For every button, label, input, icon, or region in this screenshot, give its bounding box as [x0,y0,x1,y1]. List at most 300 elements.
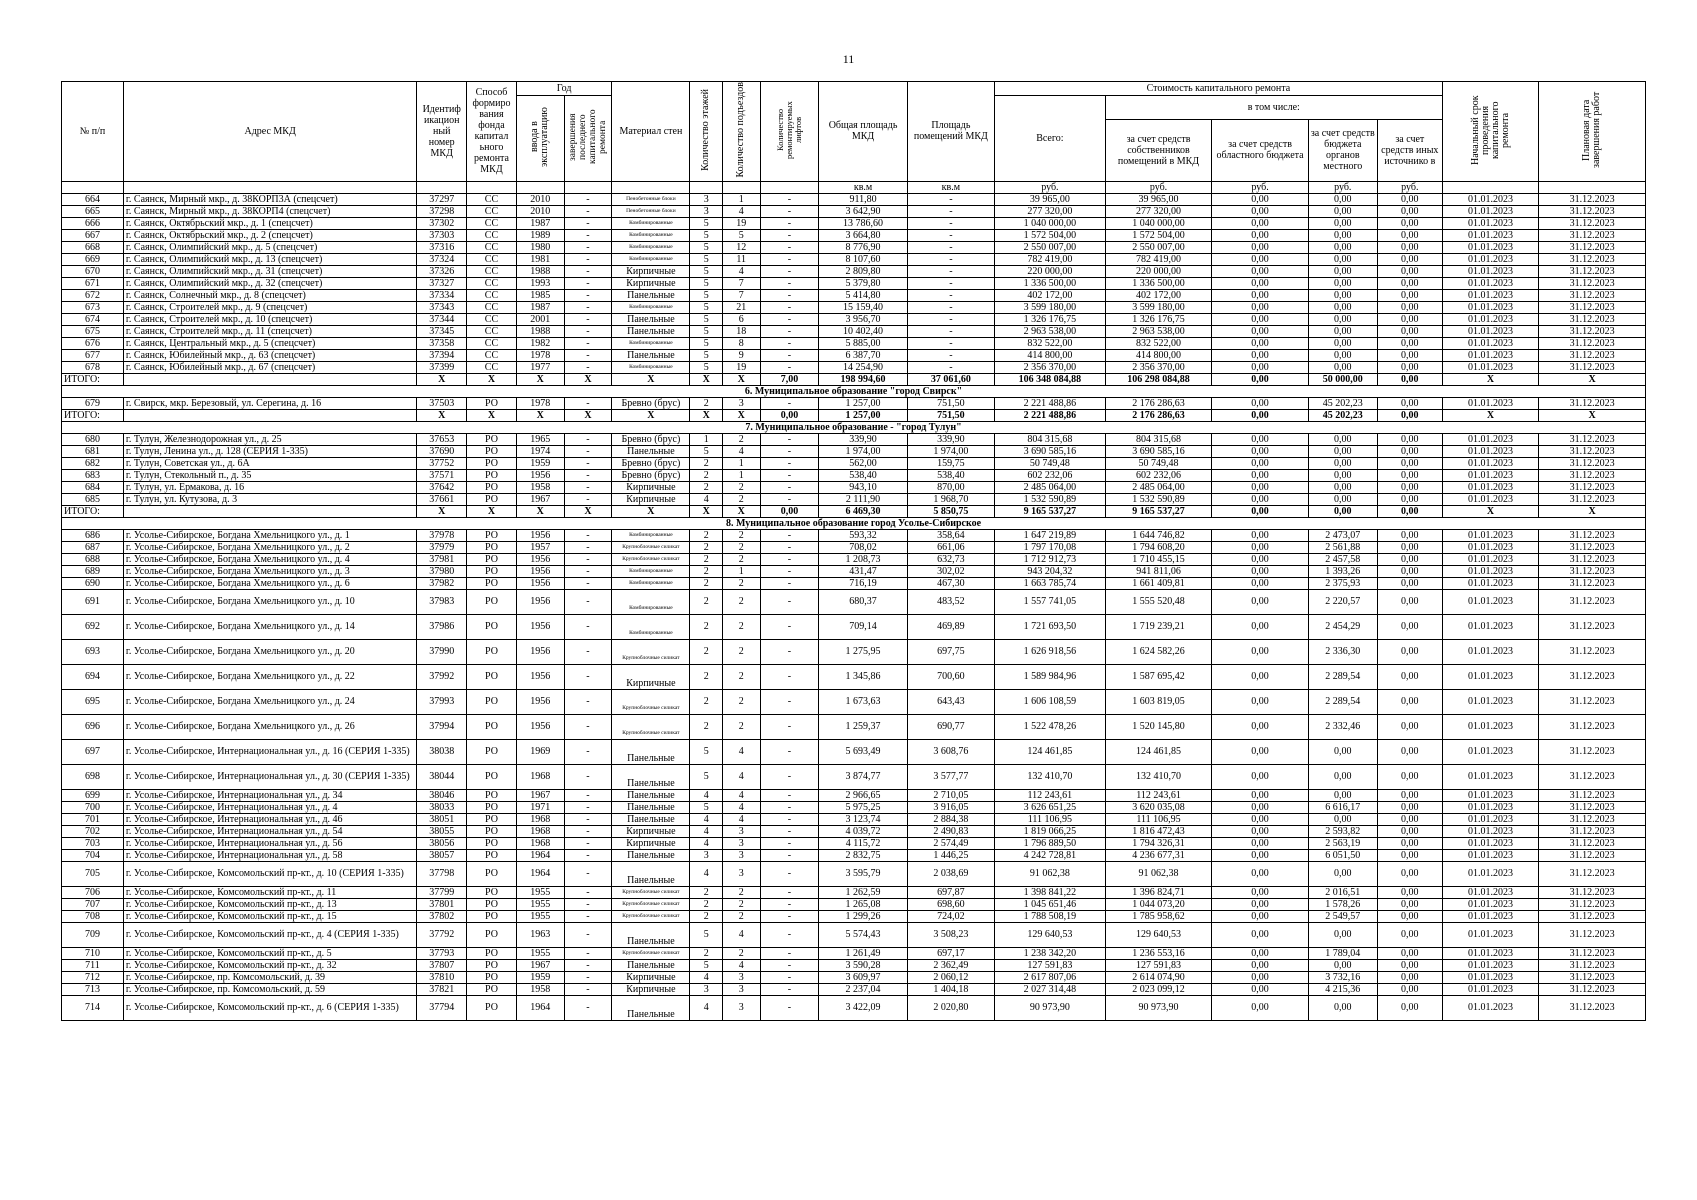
table-row [62,898,1646,910]
cell-fin: 31.12.2023 [1539,229,1646,241]
cell-en: 3 [722,397,760,409]
cell-tot: 2 617 807,06 [995,971,1106,983]
cell-oth: 0,00 [1377,910,1442,922]
table-row [62,565,1646,577]
cell-fin: 31.12.2023 [1539,541,1646,553]
cell-st: 01.01.2023 [1442,947,1538,959]
cell-id: 37798 [417,861,467,886]
cell-reg: 0,00 [1212,469,1308,481]
cell-sp: СС [467,361,517,373]
cell-loc: 0,00 [1308,481,1377,493]
cell-pa: - [907,313,994,325]
cell-own: 1 603 819,05 [1105,689,1212,714]
cell-y2: - [564,193,612,205]
row-number: 690 [62,577,124,589]
cell-reg: 0,00 [1212,849,1308,861]
row-address: г. Усолье-Сибирское, Богдана Хмельницкого ул., д. 20 [123,639,416,664]
total-cell-mat: X [612,409,690,421]
table-row [62,469,1646,481]
total-cell-y1: X [516,373,564,385]
cell-own: 414 800,00 [1105,349,1212,361]
cell-sp: РО [467,664,517,689]
row-number: 682 [62,457,124,469]
table-row [62,837,1646,849]
cell-oth: 0,00 [1377,886,1442,898]
cell-fl: 5 [690,313,722,325]
table-row [62,349,1646,361]
cell-y2: - [564,589,612,614]
cell-st: 01.01.2023 [1442,565,1538,577]
cell-pa: - [907,337,994,349]
cell-tot: 39 965,00 [995,193,1106,205]
cell-reg: 0,00 [1212,397,1308,409]
cell-li: - [760,325,819,337]
cell-pa: 1 446,25 [907,849,994,861]
cell-y2: - [564,229,612,241]
cell-y2: - [564,529,612,541]
cell-ta: 5 574,43 [819,922,907,947]
cell-en: 2 [722,947,760,959]
cell-pa: 661,06 [907,541,994,553]
row-address: г. Усолье-Сибирское, Комсомольский пр-кт., д. 10 (СЕРИЯ 1-335) [123,861,416,886]
cell-id: 37298 [417,205,467,217]
cell-li: - [760,445,819,457]
cell-en: 3 [722,861,760,886]
row-address: г. Саянск, Строителей мкр., д. 10 (спецсчет) [123,313,416,325]
cell-tot: 1 040 000,00 [995,217,1106,229]
cell-y1: 1987 [516,217,564,229]
cell-st: 01.01.2023 [1442,861,1538,886]
cell-oth: 0,00 [1377,337,1442,349]
total-cell-tot: 106 348 084,88 [995,373,1106,385]
row-number: 697 [62,739,124,764]
cell-oth: 0,00 [1377,217,1442,229]
cell-sp: РО [467,995,517,1020]
total-cell-st: X [1442,505,1538,517]
cell-pa: 700,60 [907,664,994,689]
table-row [62,971,1646,983]
cell-sp: РО [467,898,517,910]
total-cell-en: X [722,409,760,421]
cell-tot: 1 398 841,22 [995,886,1106,898]
header-owners: за счет средств собственников помещений в МКД [1105,119,1212,181]
cell-mat: Панельные [612,349,690,361]
row-address: г. Усолье-Сибирское, Богдана Хмельницкого ул., д. 22 [123,664,416,689]
cell-li: - [760,922,819,947]
cell-ta: 680,37 [819,589,907,614]
row-number: 679 [62,397,124,409]
cell-pa: 2 038,69 [907,861,994,886]
cell-sp: РО [467,541,517,553]
cell-mat: Крупноблочные силикат [612,910,690,922]
cell-mat: Панельные [612,313,690,325]
cell-id: 37821 [417,983,467,995]
row-number: 707 [62,898,124,910]
cell-loc: 0,00 [1308,253,1377,265]
cell-y1: 1956 [516,614,564,639]
cell-en: 2 [722,639,760,664]
row-address: г. Усолье-Сибирское, Интернациональная ул., д. 16 (СЕРИЯ 1-335) [123,739,416,764]
cell-loc: 0,00 [1308,193,1377,205]
cell-mat: Комбинированные [612,589,690,614]
row-address: г. Усолье-Сибирское, Комсомольский пр-кт., д. 15 [123,910,416,922]
cell-mat: Крупноблочные силикат [612,898,690,910]
cell-fin: 31.12.2023 [1539,739,1646,764]
cell-sp: СС [467,337,517,349]
cell-st: 01.01.2023 [1442,289,1538,301]
cell-own: 2 485 064,00 [1105,481,1212,493]
row-address: г. Саянск, Юбилейный мкр., д. 67 (спецсчет) [123,361,416,373]
cell-loc: 0,00 [1308,205,1377,217]
cell-oth: 0,00 [1377,229,1442,241]
cell-fin: 31.12.2023 [1539,301,1646,313]
cell-fl: 4 [690,789,722,801]
cell-mat: Панельные [612,959,690,971]
cell-y2: - [564,801,612,813]
cell-loc: 0,00 [1308,325,1377,337]
cell-oth: 0,00 [1377,898,1442,910]
cell-en: 2 [722,493,760,505]
cell-y1: 2010 [516,205,564,217]
cell-st: 01.01.2023 [1442,639,1538,664]
cell-y1: 1980 [516,241,564,253]
cell-fin: 31.12.2023 [1539,849,1646,861]
row-address: г. Усолье-Сибирское, Комсомольский пр-кт., д. 5 [123,947,416,959]
total-cell-pa: 5 850,75 [907,505,994,517]
cell-fin: 31.12.2023 [1539,469,1646,481]
cell-ta: 716,19 [819,577,907,589]
cell-oth: 0,00 [1377,301,1442,313]
cell-ta: 3 590,28 [819,959,907,971]
cell-oth: 0,00 [1377,589,1442,614]
row-address: г. Усолье-Сибирское, Богдана Хмельницкого ул., д. 26 [123,714,416,739]
cell-oth: 0,00 [1377,349,1442,361]
table-row [62,947,1646,959]
cell-reg: 0,00 [1212,983,1308,995]
row-address: г. Саянск, Мирный мкр., д. 38КОРП3А (спецсчет) [123,193,416,205]
cell-st: 01.01.2023 [1442,995,1538,1020]
cell-en: 4 [722,205,760,217]
cell-oth: 0,00 [1377,849,1442,861]
row-address: г. Усолье-Сибирское, Богдана Хмельницкого ул., д. 1 [123,529,416,541]
table-row [62,983,1646,995]
cell-y1: 1955 [516,898,564,910]
cell-ta: 1 345,86 [819,664,907,689]
total-cell-pa: 37 061,60 [907,373,994,385]
cell-fin: 31.12.2023 [1539,205,1646,217]
cell-li: - [760,289,819,301]
row-address: г. Саянск, Юбилейный мкр., д. 63 (спецсчет) [123,349,416,361]
cell-loc: 6 051,50 [1308,849,1377,861]
row-number: 712 [62,971,124,983]
cell-loc: 0,00 [1308,493,1377,505]
cell-reg: 0,00 [1212,481,1308,493]
cell-reg: 0,00 [1212,565,1308,577]
cell-sp: СС [467,217,517,229]
cell-li: - [760,689,819,714]
table-row [62,433,1646,445]
cell-mat: Крупноблочные силикат [612,714,690,739]
cell-reg: 0,00 [1212,801,1308,813]
row-number: 670 [62,265,124,277]
cell-own: 1 816 472,43 [1105,825,1212,837]
cell-id: 38046 [417,789,467,801]
row-number: 714 [62,995,124,1020]
header-lifts: Количество ремонтируемых лифтов [760,82,819,182]
cell-st: 01.01.2023 [1442,959,1538,971]
cell-pa: 1 968,70 [907,493,994,505]
row-address: г. Саянск, Октябрьский мкр., д. 1 (спецсчет) [123,217,416,229]
cell-fin: 31.12.2023 [1539,577,1646,589]
cell-st: 01.01.2023 [1442,739,1538,764]
cell-li: - [760,457,819,469]
cell-tot: 2 356 370,00 [995,361,1106,373]
cell-own: 1 044 073,20 [1105,898,1212,910]
cell-reg: 0,00 [1212,886,1308,898]
cell-oth: 0,00 [1377,289,1442,301]
cell-loc: 0,00 [1308,313,1377,325]
cell-pa: 690,77 [907,714,994,739]
cell-oth: 0,00 [1377,325,1442,337]
cell-mat: Бревно (брус) [612,433,690,445]
cell-en: 2 [722,664,760,689]
cell-st: 01.01.2023 [1442,825,1538,837]
cell-mat: Панельные [612,861,690,886]
row-number: 676 [62,337,124,349]
total-cell-y1: X [516,505,564,517]
row-address: г. Тулун, Железнодорожная ул., д. 25 [123,433,416,445]
total-label: ИТОГО: [62,373,124,385]
cell-ta: 2 237,04 [819,983,907,995]
cell-loc: 2 473,07 [1308,529,1377,541]
row-address: г. Саянск, Октябрьский мкр., д. 2 (спецсчет) [123,229,416,241]
total-cell-li: 0,00 [760,505,819,517]
row-address: г. Саянск, Олимпийский мкр., д. 13 (спецсчет) [123,253,416,265]
table-row [62,910,1646,922]
cell-fin: 31.12.2023 [1539,493,1646,505]
cell-id: 37503 [417,397,467,409]
cell-loc: 0,00 [1308,469,1377,481]
cell-id: 37993 [417,689,467,714]
row-number: 698 [62,764,124,789]
cell-st: 01.01.2023 [1442,837,1538,849]
cell-id: 37980 [417,565,467,577]
cell-id: 37978 [417,529,467,541]
cell-y2: - [564,898,612,910]
cell-ta: 3 642,90 [819,205,907,217]
cell-y2: - [564,481,612,493]
cell-pa: 632,73 [907,553,994,565]
cell-fl: 4 [690,971,722,983]
row-number: 667 [62,229,124,241]
cell-mat: Кирпичные [612,481,690,493]
cell-ta: 14 254,90 [819,361,907,373]
cell-oth: 0,00 [1377,922,1442,947]
cell-fl: 2 [690,541,722,553]
cell-mat: Панельные [612,445,690,457]
row-address: г. Усолье-Сибирское, Богдана Хмельницкого ул., д. 24 [123,689,416,714]
cell-reg: 0,00 [1212,910,1308,922]
cell-fl: 2 [690,714,722,739]
table-row [62,313,1646,325]
cell-y1: 1967 [516,493,564,505]
cell-ta: 5 885,00 [819,337,907,349]
cell-reg: 0,00 [1212,277,1308,289]
header-year-last-repair: завершения последнего капитального ремонта [564,96,612,182]
cell-fl: 5 [690,217,722,229]
cell-y2: - [564,837,612,849]
total-cell-sp: X [467,505,517,517]
cell-own: 1 336 500,00 [1105,277,1212,289]
total-cell-id: X [417,505,467,517]
cell-li: - [760,764,819,789]
table-row [62,639,1646,664]
cell-st: 01.01.2023 [1442,337,1538,349]
cell-own: 1 532 590,89 [1105,493,1212,505]
cell-oth: 0,00 [1377,253,1442,265]
table-row [62,825,1646,837]
cell-mat: Панельные [612,739,690,764]
cell-li: - [760,229,819,241]
cell-reg: 0,00 [1212,253,1308,265]
row-number: 710 [62,947,124,959]
cell-li: - [760,995,819,1020]
cell-reg: 0,00 [1212,349,1308,361]
cell-loc: 2 336,30 [1308,639,1377,664]
cell-y1: 1964 [516,995,564,1020]
cell-loc: 3 732,16 [1308,971,1377,983]
cell-tot: 1 819 066,25 [995,825,1106,837]
cell-tot: 4 242 728,81 [995,849,1106,861]
cell-sp: РО [467,861,517,886]
cell-id: 38051 [417,813,467,825]
cell-fin: 31.12.2023 [1539,764,1646,789]
cell-y2: - [564,849,612,861]
cell-sp: РО [467,481,517,493]
cell-mat: Комбинированные [612,565,690,577]
cell-ta: 562,00 [819,457,907,469]
cell-ta: 1 275,95 [819,639,907,664]
row-number: 689 [62,565,124,577]
cell-oth: 0,00 [1377,265,1442,277]
cell-li: - [760,241,819,253]
cell-id: 37661 [417,493,467,505]
cell-oth: 0,00 [1377,739,1442,764]
cell-li: - [760,541,819,553]
cell-oth: 0,00 [1377,861,1442,886]
cell-reg: 0,00 [1212,971,1308,983]
cell-li: - [760,565,819,577]
cell-en: 3 [722,971,760,983]
cell-en: 2 [722,481,760,493]
cell-sp: РО [467,565,517,577]
cell-fin: 31.12.2023 [1539,922,1646,947]
row-number: 703 [62,837,124,849]
cell-tot: 277 320,00 [995,205,1106,217]
cell-ta: 5 693,49 [819,739,907,764]
cell-pa: - [907,361,994,373]
row-number: 680 [62,433,124,445]
cell-li: - [760,947,819,959]
row-number: 675 [62,325,124,337]
cell-fin: 31.12.2023 [1539,589,1646,614]
cell-own: 220 000,00 [1105,265,1212,277]
cell-tot: 782 419,00 [995,253,1106,265]
row-address: г. Усолье-Сибирское, Богдана Хмельницкого ул., д. 2 [123,541,416,553]
cell-y1: 1958 [516,481,564,493]
cell-pa: - [907,217,994,229]
cell-y2: - [564,664,612,689]
cell-fin: 31.12.2023 [1539,714,1646,739]
cell-y2: - [564,577,612,589]
cell-fl: 5 [690,241,722,253]
cell-fl: 5 [690,289,722,301]
cell-tot: 220 000,00 [995,265,1106,277]
cell-li: - [760,313,819,325]
cell-li: - [760,959,819,971]
cell-own: 112 243,61 [1105,789,1212,801]
cell-fin: 31.12.2023 [1539,639,1646,664]
capital-repair-table [61,81,1646,1021]
cell-mat: Панельные [612,764,690,789]
cell-sp: СС [467,193,517,205]
cell-reg: 0,00 [1212,898,1308,910]
row-address: г. Тулун, Ленина ул., д. 128 (СЕРИЯ 1-335) [123,445,416,457]
cell-own: 1 555 520,48 [1105,589,1212,614]
cell-loc: 0,00 [1308,229,1377,241]
cell-loc: 0,00 [1308,349,1377,361]
cell-fin: 31.12.2023 [1539,898,1646,910]
cell-st: 01.01.2023 [1442,445,1538,457]
cell-id: 37981 [417,553,467,565]
cell-sp: РО [467,739,517,764]
cell-li: - [760,577,819,589]
cell-y2: - [564,995,612,1020]
total-cell-en: X [722,373,760,385]
cell-tot: 3 626 651,25 [995,801,1106,813]
cell-li: - [760,739,819,764]
cell-ta: 431,47 [819,565,907,577]
table-row [62,277,1646,289]
cell-st: 01.01.2023 [1442,922,1538,947]
cell-en: 4 [722,801,760,813]
cell-st: 01.01.2023 [1442,789,1538,801]
cell-reg: 0,00 [1212,493,1308,505]
cell-en: 9 [722,349,760,361]
table-row [62,577,1646,589]
cell-fl: 5 [690,301,722,313]
unit-cost-total: руб. [995,181,1106,193]
cell-tot: 832 522,00 [995,337,1106,349]
cell-sp: СС [467,301,517,313]
cell-reg: 0,00 [1212,789,1308,801]
cell-ta: 911,80 [819,193,907,205]
cell-oth: 0,00 [1377,193,1442,205]
total-cell-loc: 0,00 [1308,505,1377,517]
cell-fin: 31.12.2023 [1539,813,1646,825]
cell-reg: 0,00 [1212,301,1308,313]
cell-id: 37792 [417,922,467,947]
cell-fl: 3 [690,205,722,217]
total-cell-id: X [417,373,467,385]
cell-y2: - [564,337,612,349]
table-row [62,813,1646,825]
cell-en: 4 [722,739,760,764]
cell-fin: 31.12.2023 [1539,947,1646,959]
row-number: 677 [62,349,124,361]
cell-li: - [760,910,819,922]
cell-loc: 0,00 [1308,445,1377,457]
